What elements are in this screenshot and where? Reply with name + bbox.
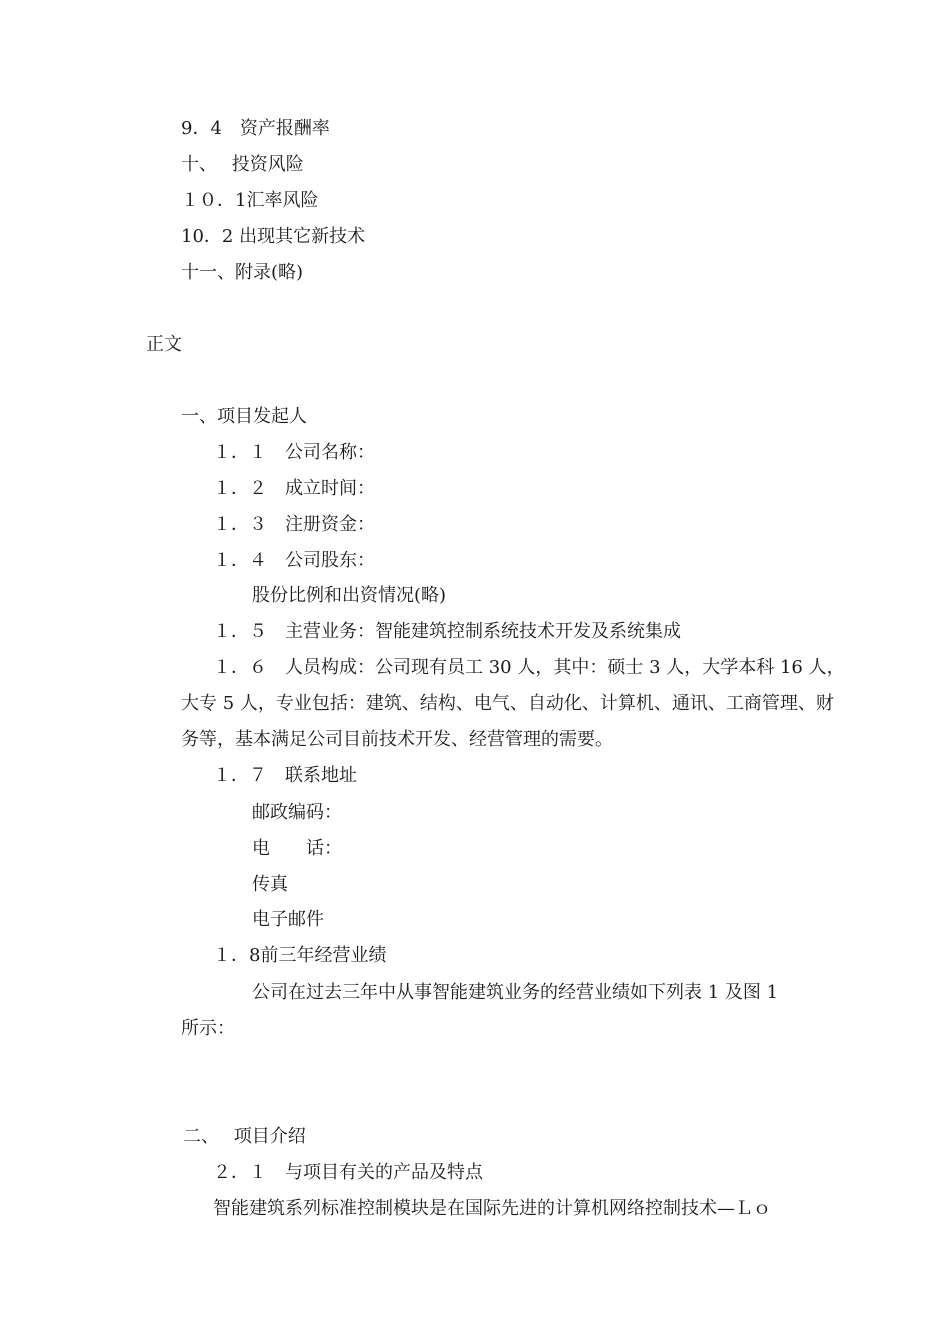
item-1-8: １．8前三年经营业绩 — [213, 945, 387, 966]
postal-code-label: 邮政编码： — [252, 802, 342, 823]
toc-item-10-2: 10．2 出现其它新技术 — [181, 226, 366, 247]
item-1-5: １．５ 主营业务：智能建筑控制系统技术开发及系统集成 — [213, 621, 681, 642]
performance-line-2: 所示： — [181, 1018, 235, 1039]
main-heading: 正文 — [146, 334, 182, 355]
item-1-2: １．２ 成立时间： — [213, 478, 375, 499]
item-1-1: １．１ 公司名称： — [213, 442, 375, 463]
performance-line-1: 公司在过去三年中从事智能建筑业务的经营业绩如下列表 1 及图 1 — [252, 982, 779, 1003]
shareholding-note: 股份比例和出资情况(略) — [252, 585, 447, 606]
toc-item-10: 十、 投资风险 — [181, 154, 304, 175]
item-1-6-line-1: １．６ 人员构成：公司现有员工 30 人，其中：硕士 3 人，大学本科 16 人， — [213, 657, 845, 678]
item-1-7: １．７ 联系地址 — [213, 765, 357, 786]
fax-label: 传真 — [252, 874, 288, 895]
toc-item-11: 十一、附录(略) — [181, 262, 304, 283]
item-1-4: １．４ 公司股东： — [213, 550, 375, 571]
toc-item-9-4: 9．4 资产报酬率 — [181, 118, 330, 139]
section-2-title: 二、 项目介绍 — [183, 1126, 306, 1147]
item-1-6-line-3: 务等，基本满足公司目前技术开发、经营管理的需要。 — [181, 729, 613, 750]
item-1-3: １．３ 注册资金： — [213, 514, 375, 535]
toc-item-10-1: １０．1汇率风险 — [181, 190, 319, 211]
section-1-title: 一、项目发起人 — [181, 406, 307, 427]
intro-line-1: 智能建筑系列标准控制模块是在国际先进的计算机网络控制技术—Ｌｏ — [213, 1198, 771, 1219]
phone-label: 电 话： — [252, 838, 342, 859]
item-1-6-line-2: 大专 5 人，专业包括：建筑、结构、电气、自动化、计算机、通讯、工商管理、财 — [181, 693, 834, 714]
email-label: 电子邮件 — [252, 909, 324, 930]
item-2-1: ２．１ 与项目有关的产品及特点 — [213, 1162, 483, 1183]
